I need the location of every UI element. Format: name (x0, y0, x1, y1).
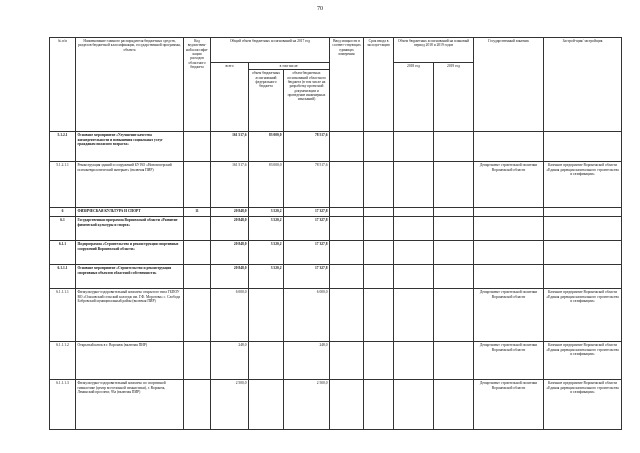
cell-input (330, 132, 364, 162)
cell-code (184, 132, 211, 162)
cell-code (184, 289, 211, 342)
cell-y2019 (434, 380, 474, 430)
cell-y2019 (434, 241, 474, 265)
table-row (50, 342, 622, 380)
header-total: всего (211, 63, 249, 132)
cell-term (364, 208, 394, 217)
header-2019: 2019 год (434, 63, 474, 132)
cell-name: Основное мероприятие «Строительство и реконструкция спортивных объектов областной собственности» (76, 265, 184, 289)
cell-total: 20 848,0 (211, 241, 249, 265)
header-developer: Застрой-щик/ застройщик (544, 38, 622, 132)
cell-input (330, 289, 364, 342)
cell-y2018 (394, 208, 434, 217)
cell-regional: 248,0 (284, 342, 330, 380)
cell-y2019 (434, 217, 474, 241)
header-2018: 2018 год (394, 63, 434, 132)
cell-regional: 17 327,8 (284, 208, 330, 217)
cell-federal (249, 289, 284, 342)
header-code: Код ведомствен-ной классифи-кации расходов областного бюджета (184, 38, 211, 132)
cell-input (330, 241, 364, 265)
page-number: 70 (317, 6, 323, 12)
cell-y2019 (434, 265, 474, 289)
cell-input (330, 265, 364, 289)
cell-regional: 17 327,8 (284, 241, 330, 265)
cell-customer: Департамент строительной политики Воронежской области (474, 289, 544, 342)
table-header (50, 38, 622, 132)
cell-developer (544, 132, 622, 162)
cell-y2018 (394, 217, 434, 241)
header-term: Срок ввода в эксплуа-тацию (364, 38, 394, 132)
cell-y2018 (394, 342, 434, 380)
cell-input (330, 217, 364, 241)
cell-name: Государственная программа Воронежской области «Развитие физической культуры и спорта» (76, 217, 184, 241)
cell-y2019 (434, 132, 474, 162)
cell-term (364, 289, 394, 342)
cell-term (364, 217, 394, 241)
cell-input (330, 208, 364, 217)
cell-federal: 83 000,0 (249, 162, 284, 208)
cell-total: 248,0 (211, 342, 249, 380)
cell-y2018 (394, 241, 434, 265)
cell-developer (544, 208, 622, 217)
cell-code (184, 342, 211, 380)
cell-customer: Департамент строительной политики Воронежской области (474, 380, 544, 430)
cell-name: ФИЗИЧЕСКАЯ КУЛЬТУРА И СПОРТ (76, 208, 184, 217)
table-row (50, 208, 622, 217)
cell-federal: 3 520,2 (249, 241, 284, 265)
cell-num: 6.1.1.1.2 (50, 342, 76, 380)
cell-federal (249, 342, 284, 380)
cell-input (330, 380, 364, 430)
cell-customer (474, 265, 544, 289)
cell-total: 2 500,0 (211, 380, 249, 430)
cell-term (364, 241, 394, 265)
cell-code: 11 (184, 208, 211, 217)
cell-customer (474, 132, 544, 162)
cell-regional: 17 327,8 (284, 265, 330, 289)
cell-y2018 (394, 265, 434, 289)
table-row (50, 241, 622, 265)
cell-total: 161 517,6 (211, 132, 249, 162)
cell-federal: 3 520,2 (249, 265, 284, 289)
cell-customer: Департамент строительной политики Воронежской области (474, 342, 544, 380)
header-customer: Государственный заказчик (474, 38, 544, 132)
cell-federal: 83 000,0 (249, 132, 284, 162)
cell-num: 6.1.1.1.1 (50, 289, 76, 342)
cell-total: 161 517,6 (211, 162, 249, 208)
cell-y2019 (434, 208, 474, 217)
header-regional: объем бюджетных ассигнований областного бюджета (в том числе на разработку проектной документации и проведение инженерных изысканий) (284, 70, 330, 132)
cell-num: 6.1.1.1 (50, 265, 76, 289)
cell-customer (474, 217, 544, 241)
cell-code (184, 380, 211, 430)
cell-term (364, 342, 394, 380)
cell-code (184, 162, 211, 208)
cell-y2018 (394, 289, 434, 342)
cell-regional: 6 000,0 (284, 289, 330, 342)
cell-y2019 (434, 342, 474, 380)
budget-table (49, 37, 622, 430)
cell-customer: Департамент строительной политики Воронежской области (474, 162, 544, 208)
cell-federal: 3 520,2 (249, 217, 284, 241)
header-incl: в том числе: (249, 63, 330, 70)
cell-developer: Казенное предприятие Воронежской области «Единая дирекция капитального строительства и газификации» (544, 289, 622, 342)
cell-total: 20 848,0 (211, 217, 249, 241)
cell-code (184, 217, 211, 241)
cell-total: 20 848,0 (211, 265, 249, 289)
table-row (50, 289, 622, 342)
cell-developer: Казенное предприятие Воронежской области «Единая дирекция капитального строительства и газификации» (544, 162, 622, 208)
cell-regional: 17 327,8 (284, 217, 330, 241)
cell-code (184, 241, 211, 265)
table-body (50, 132, 622, 430)
cell-name: Реконструкция зданий и сооружений БУ ВО «Новохоперский психоневрологический интернат» (включая ПИР) (76, 162, 184, 208)
cell-term (364, 132, 394, 162)
table-row (50, 380, 622, 430)
table-row (50, 162, 622, 208)
cell-num: 6.1 (50, 217, 76, 241)
cell-name: Основное мероприятие «Улучшение качества жизнедеятельности и повышения социальных услуг гражданам пожилого возраста» (76, 132, 184, 162)
cell-y2019 (434, 162, 474, 208)
cell-regional: 78 517,6 (284, 162, 330, 208)
cell-customer (474, 241, 544, 265)
cell-federal (249, 380, 284, 430)
cell-term (364, 380, 394, 430)
header-input: Ввод мощности в соответ-ствующих единицах измерения (330, 38, 364, 132)
table-row (50, 217, 622, 241)
cell-regional: 78 517,6 (284, 132, 330, 162)
table-row (50, 265, 622, 289)
cell-name: Подпрограмма «Строительство и реконструкция спортивных сооружений Воронежской области» (76, 241, 184, 265)
cell-customer (474, 208, 544, 217)
cell-y2018 (394, 380, 434, 430)
cell-developer (544, 241, 622, 265)
cell-federal: 3 520,2 (249, 208, 284, 217)
cell-developer (544, 217, 622, 241)
cell-name: Физкультурно-оздоровительный комплекс по спортивной гимнастике (центр всесезонной гимнастики), г. Воронеж, Ленинский проспект, 93а (включая ПИР) (76, 380, 184, 430)
header-planned: Объем бюджетных ассигнований на плановый период 2018 и 2019 годов (394, 38, 474, 63)
cell-developer: Казенное предприятие Воронежской области «Единая дирекция капитального строительства и газификации» (544, 342, 622, 380)
cell-term (364, 265, 394, 289)
cell-num: 5.1.2.1.1 (50, 162, 76, 208)
cell-total: 20 848,0 (211, 208, 249, 217)
cell-code (184, 265, 211, 289)
cell-developer: Казенное предприятие Воронежской области «Единая дирекция капитального строительства и газификации» (544, 380, 622, 430)
cell-total: 6 000,0 (211, 289, 249, 342)
cell-input (330, 162, 364, 208)
cell-name: Физкультурно-оздоровительный комплекс открытого типа ГБПОУ ВО «Ольховский сельский колледж им. Г.Ф. Морозова» с. Слобода Бобровский муниципальный район (включая ПИР) (76, 289, 184, 342)
header-name: Наименование главного распорядителя бюджетных средств, разделов бюджетной классификации, государственной программы, объекта (76, 38, 184, 132)
header-num: № п/п (50, 38, 76, 132)
cell-y2019 (434, 289, 474, 342)
table-row (50, 132, 622, 162)
cell-num: 6 (50, 208, 76, 217)
cell-y2018 (394, 132, 434, 162)
header-volume-2017: Общий объем бюджетных ассигнований на 2017 год (211, 38, 330, 63)
cell-term (364, 162, 394, 208)
cell-name: Открытый каток в г. Воронеж (включая ПИР) (76, 342, 184, 380)
cell-num: 5.1.2.1 (50, 132, 76, 162)
cell-input (330, 342, 364, 380)
cell-num: 6.1.1.1.3 (50, 380, 76, 430)
header-federal: объем бюджетных ассигнований федерального бюджета (249, 70, 284, 132)
cell-regional: 2 500,0 (284, 380, 330, 430)
cell-num: 6.1.1 (50, 241, 76, 265)
cell-developer (544, 265, 622, 289)
cell-y2018 (394, 162, 434, 208)
